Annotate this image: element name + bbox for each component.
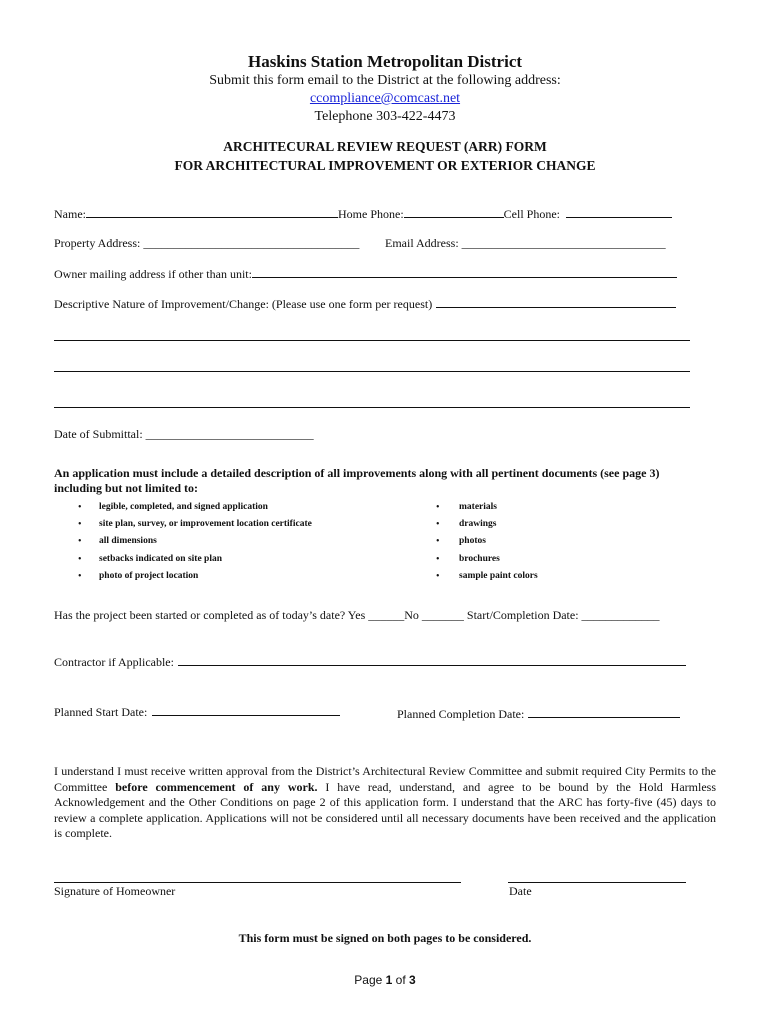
page-prefix: Page [354, 973, 386, 987]
form-title-line2: FOR ARCHITECTURAL IMPROVEMENT OR EXTERIOR CHANGE [174, 158, 596, 173]
planned-completion-blank[interactable] [528, 706, 680, 718]
form-title-line1: ARCHITECURAL REVIEW REQUEST (ARR) FORM [223, 139, 547, 154]
bullet-icon: • [78, 554, 82, 565]
agreement-emphasis: before commencement of any work. [115, 779, 318, 794]
owner-mailing-field [54, 266, 677, 282]
email-link-wrap [0, 91, 770, 107]
description-line-1[interactable] [54, 340, 690, 341]
list-item: drawings [459, 519, 497, 529]
property-address-field[interactable]: Property Address: ____________________________________ [54, 236, 360, 250]
district-email-link[interactable]: ccompliance@comcast.net [309, 91, 461, 106]
description-line-3[interactable] [54, 407, 690, 408]
owner-mailing-blank[interactable] [252, 266, 677, 278]
list-item: setbacks indicated on site plan [99, 554, 222, 564]
page-number [0, 973, 770, 987]
district-telephone: Telephone 303-422-4473 [314, 109, 456, 124]
bullet-icon: • [78, 571, 82, 582]
cell-phone-label: Cell Phone: [503, 207, 561, 221]
planned-start-blank[interactable] [152, 704, 340, 716]
descriptive-field [54, 296, 676, 312]
planned-start-label: Planned Start Date: [54, 705, 148, 719]
homeowner-signature-label: Signature of Homeowner [54, 884, 176, 898]
name-blank[interactable] [86, 206, 338, 218]
email-address-field[interactable]: Email Address: __________________________________ [385, 236, 666, 250]
signing-notice: This form must be signed on both pages to be considered. [238, 931, 532, 945]
list-item: sample paint colors [459, 571, 538, 581]
list-item: all dimensions [99, 536, 157, 546]
homeowner-signature-line[interactable] [54, 882, 461, 883]
requirements-intro-2: including but not limited to: [54, 481, 199, 495]
page-of: of [392, 973, 410, 987]
district-title: Haskins Station Metropolitan District [247, 52, 523, 71]
home-phone-blank[interactable] [404, 206, 504, 218]
name-label: Name: [54, 207, 86, 221]
contractor-field [54, 654, 686, 670]
descriptive-blank[interactable] [436, 296, 676, 308]
list-item: materials [459, 502, 497, 512]
contractor-blank[interactable] [178, 654, 686, 666]
descriptive-label: Descriptive Nature of Improvement/Change: (Please use one form per request) [54, 297, 433, 311]
total-pages: 3 [409, 973, 416, 987]
date-signature-label: Date [509, 884, 532, 898]
planned-start-field [54, 704, 340, 720]
planned-completion-field [397, 706, 680, 722]
bullet-icon: • [78, 519, 82, 530]
home-phone-label: Home Phone: [338, 207, 404, 221]
description-line-2[interactable] [54, 371, 690, 372]
bullet-icon: • [436, 536, 440, 547]
agreement-text-1: I understand I must receive written approval from the District’s Architectural Review Committee and submit required City Permits to the Committee [54, 764, 716, 794]
project-status-field[interactable]: Has the project been started or completed as of today’s date? Yes ______No _______ Start/Completion Date: _____________ [54, 608, 660, 622]
date-of-submittal-field[interactable]: Date of Submittal: ____________________________ [54, 427, 314, 441]
bullet-icon: • [78, 536, 82, 547]
agreement-text-2: I have read, understand, and agree to be bound by the Hold Harmless Acknowledgement and the Other Conditions on page 2 of this application form. I understand that the ARC has forty-five (45) days to review a complete application. Applications will not be considered until all necessary documents have been received and the application is complete. [54, 779, 716, 840]
bullet-icon: • [436, 502, 440, 513]
requirements-intro-1: An application must include a detailed description of all improvements along with all pertinent documents (see page 3) [54, 466, 660, 480]
current-page: 1 [385, 973, 393, 987]
bullet-icon: • [436, 554, 440, 565]
planned-completion-label: Planned Completion Date: [397, 707, 525, 721]
owner-mailing-label: Owner mailing address if other than unit: [54, 267, 252, 281]
list-item: site plan, survey, or improvement location certificate [99, 519, 312, 529]
list-item: brochures [459, 554, 500, 564]
list-item: legible, completed, and signed application [99, 502, 268, 512]
bullet-icon: • [436, 571, 440, 582]
contractor-label: Contractor if Applicable: [54, 655, 174, 669]
list-item: photo of project location [99, 571, 199, 581]
date-signature-line[interactable] [508, 882, 686, 883]
submit-instructions: Submit this form email to the District at the following address: [209, 73, 561, 88]
bullet-icon: • [78, 502, 82, 513]
bullet-icon: • [436, 519, 440, 530]
agreement-paragraph [54, 764, 716, 842]
list-item: photos [459, 536, 486, 546]
name-field [54, 206, 672, 222]
cell-phone-blank[interactable] [566, 206, 672, 218]
